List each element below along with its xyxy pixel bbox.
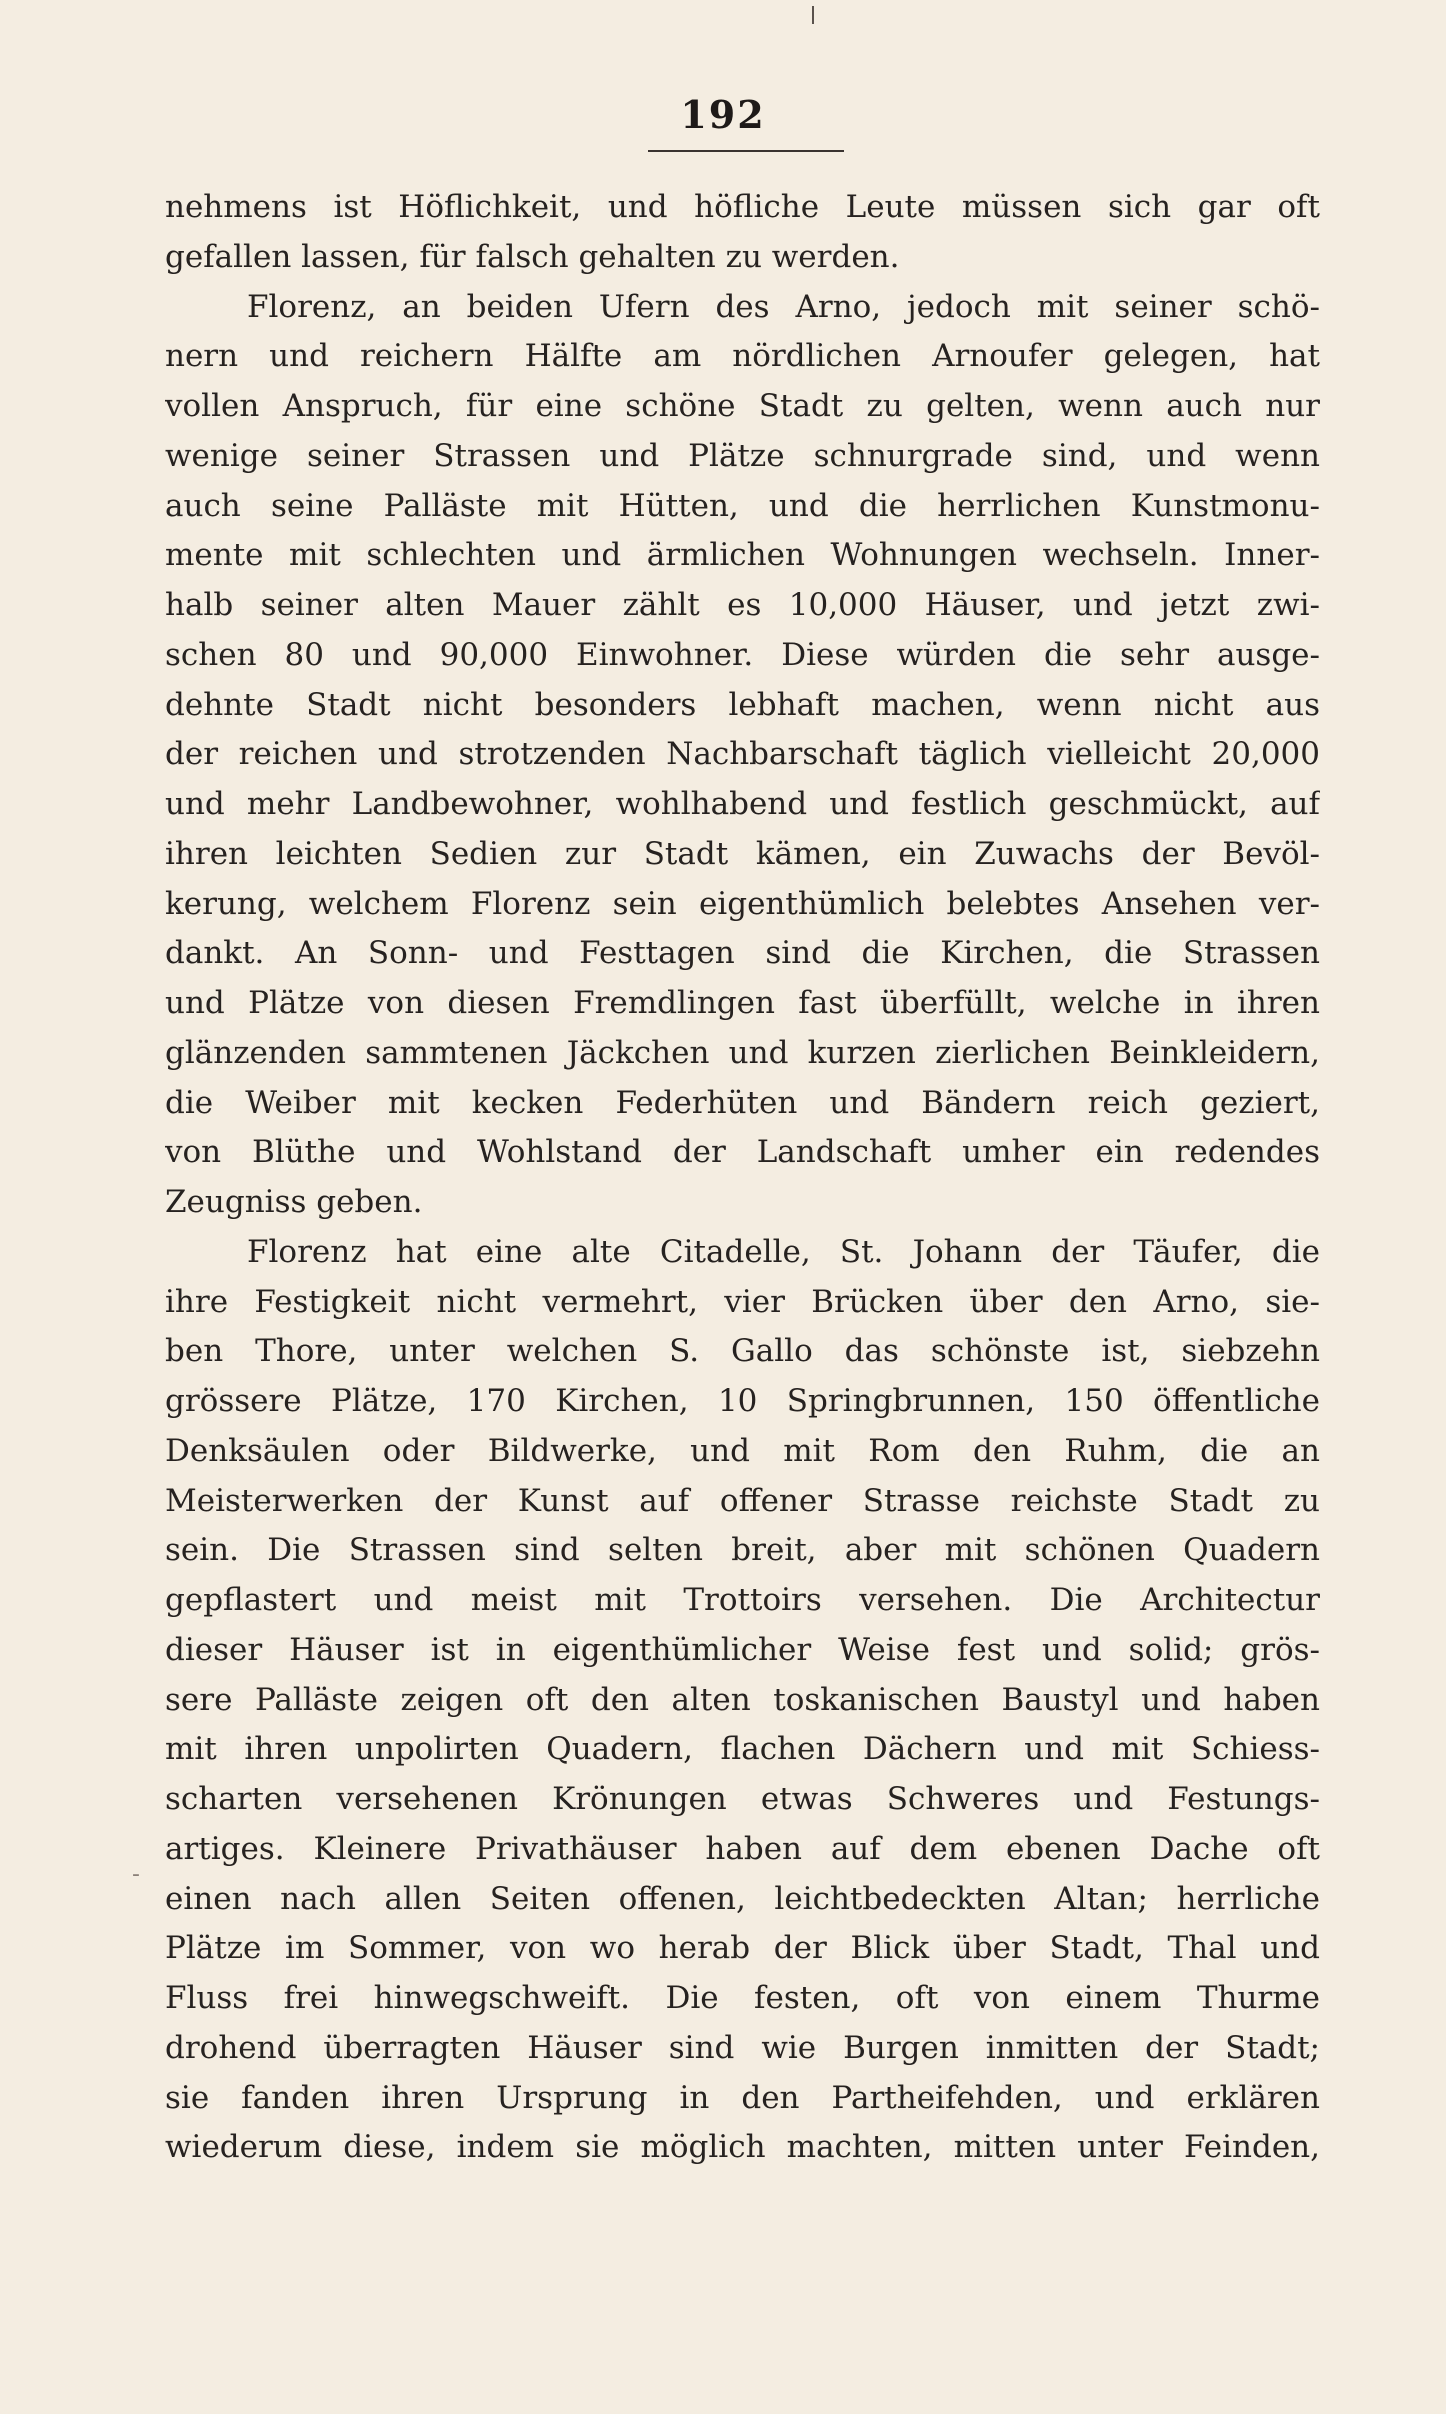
- text-line: glänzenden sammtenen Jäckchen und kurzen zierlichen Beinkleidern,: [165, 1034, 1320, 1071]
- text-line: grössere Plätze, 170 Kirchen, 10 Springbrunnen, 150 öffentliche: [165, 1383, 1320, 1419]
- margin-mark: -: [132, 1862, 140, 1887]
- text-line: schen 80 und 90,000 Einwohner. Diese würden die sehr ausge-: [165, 636, 1320, 673]
- text-line: und mehr Landbewohner, wohlhabend und festlich geschmückt, auf: [165, 786, 1320, 822]
- text-line: halb seiner alten Mauer zählt es 10,000 Häuser, und jetzt zwi-: [165, 587, 1320, 623]
- text-line: dieser Häuser ist in eigenthümlicher Weise fest und solid; grös-: [165, 1631, 1320, 1668]
- text-line: gefallen lassen, für falsch gehalten zu werden.: [165, 238, 900, 275]
- text-line: von Blüthe und Wohlstand der Landschaft umher ein redendes: [165, 1134, 1320, 1171]
- text-line: Plätze im Sommer, von wo herab der Blick über Stadt, Thal und: [165, 1930, 1320, 1967]
- text-line: kerung, welchem Florenz sein eigenthümlich belebtes Ansehen ver-: [165, 885, 1320, 922]
- text-line: sie fanden ihren Ursprung in den Partheifehden, und erklären: [165, 2079, 1320, 2116]
- text-line: und Plätze von diesen Fremdlingen fast überfüllt, welche in ihren: [165, 985, 1320, 1021]
- text-line: sein. Die Strassen sind selten breit, aber mit schönen Quadern: [165, 1532, 1320, 1569]
- text-line: ihren leichten Sedien zur Stadt kämen, ein Zuwachs der Bevöl-: [165, 835, 1320, 872]
- body-text: [165, 183, 1320, 2173]
- text-line: wenige seiner Strassen und Plätze schnurgrade sind, und wenn: [165, 437, 1320, 474]
- text-line: scharten versehenen Krönungen etwas Schweres und Festungs-: [165, 1781, 1320, 1817]
- header-rule: [648, 150, 844, 152]
- text-line: sere Palläste zeigen oft den alten toskanischen Baustyl und haben: [165, 1681, 1320, 1718]
- text-line: der reichen und strotzenden Nachbarschaft täglich vielleicht 20,000: [165, 736, 1320, 773]
- text-line: auch seine Palläste mit Hütten, und die herrlichen Kunstmonu-: [165, 487, 1320, 524]
- text-line: nehmens ist Höflichkeit, und höfliche Leute müssen sich gar oft: [165, 189, 1320, 225]
- text-line: nern und reichern Hälfte am nördlichen Arnoufer gelegen, hat: [165, 338, 1320, 375]
- text-line: ihre Festigkeit nicht vermehrt, vier Brücken über den Arno, sie-: [165, 1283, 1320, 1320]
- text-line: einen nach allen Seiten offenen, leichtbedeckten Altan; herrliche: [165, 1880, 1320, 1917]
- top-edge-mark: [812, 6, 814, 24]
- text-line: Denksäulen oder Bildwerke, und mit Rom den Ruhm, die an: [165, 1432, 1320, 1469]
- text-line: die Weiber mit kecken Federhüten und Bändern reich geziert,: [165, 1084, 1320, 1121]
- text-line: Fluss frei hinwegschweift. Die festen, oft von einem Thurme: [165, 1980, 1320, 2016]
- text-line: artiges. Kleinere Privathäuser haben auf dem ebenen Dache oft: [165, 1830, 1320, 1867]
- text-line: vollen Anspruch, für eine schöne Stadt zu gelten, wenn auch nur: [165, 388, 1320, 424]
- text-line: dankt. An Sonn- und Festtagen sind die Kirchen, die Strassen: [165, 935, 1320, 972]
- text-line: Meisterwerken der Kunst auf offener Strasse reichste Stadt zu: [165, 1482, 1320, 1519]
- text-line: gepflastert und meist mit Trottoirs versehen. Die Architectur: [165, 1582, 1320, 1618]
- text-line: mit ihren unpolirten Quadern, flachen Dächern und mit Schiess-: [165, 1731, 1320, 1768]
- text-line: dehnte Stadt nicht besonders lebhaft machen, wenn nicht aus: [165, 686, 1320, 723]
- text-line: Zeugniss geben.: [165, 1184, 423, 1220]
- text-line: Florenz, an beiden Ufern des Arno, jedoch mit seiner schö-: [247, 288, 1320, 325]
- text-line: drohend überragten Häuser sind wie Burgen inmitten der Stadt;: [165, 2029, 1320, 2066]
- page-number: 192: [680, 92, 766, 137]
- text-line: ben Thore, unter welchen S. Gallo das schönste ist, siebzehn: [165, 1333, 1320, 1370]
- text-line: Florenz hat eine alte Citadelle, St. Johann der Täufer, die: [247, 1233, 1320, 1270]
- text-line: mente mit schlechten und ärmlichen Wohnungen wechseln. Inner-: [165, 537, 1320, 574]
- text-line: wiederum diese, indem sie möglich machten, mitten unter Feinden,: [165, 2129, 1320, 2166]
